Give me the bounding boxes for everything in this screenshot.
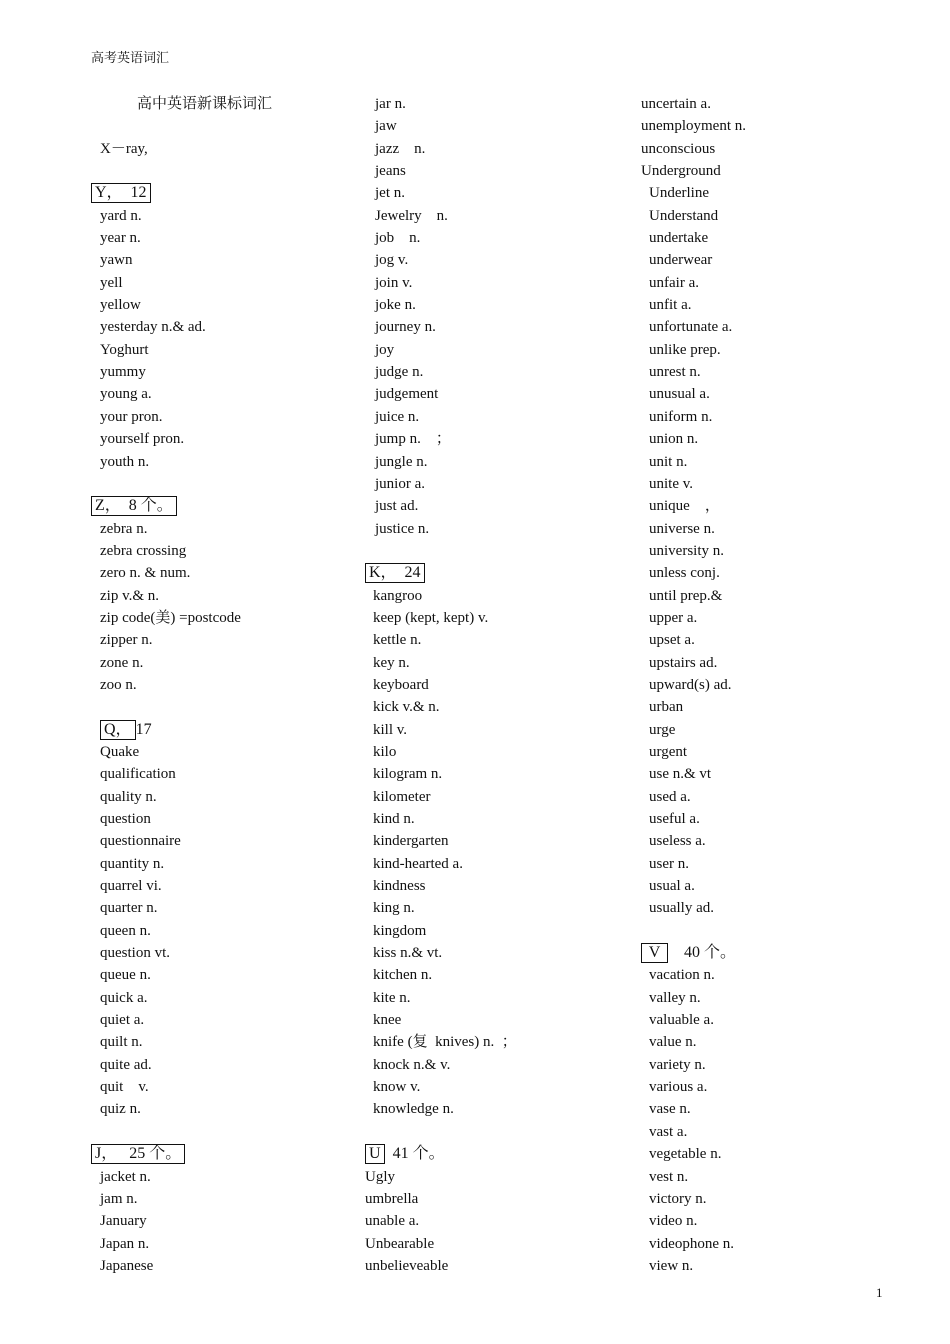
vocab-word: quarrel vi. <box>100 878 162 895</box>
vocab-word: unrest n. <box>649 364 701 381</box>
vocab-word: kilogram n. <box>373 766 443 783</box>
vocab-word: joy <box>375 341 395 358</box>
vocab-word: zebra crossing <box>100 542 187 559</box>
vocab-word: quilt n. <box>100 1034 143 1051</box>
vocab-word: judge n. <box>375 364 424 381</box>
vocab-word: knee <box>373 1012 402 1029</box>
section-heading-q: Q， <box>100 720 136 740</box>
vocab-word: vacation n. <box>649 967 715 984</box>
word-list-u-cont-b <box>641 182 746 919</box>
vocab-word: urban <box>649 699 684 716</box>
vocab-word: kind n. <box>373 811 415 827</box>
vocab-word: kindergarten <box>373 833 449 850</box>
vocab-word: Underline <box>649 185 709 202</box>
vocab-word: jet n. <box>375 185 405 202</box>
vocab-word: variety n. <box>649 1056 706 1073</box>
vocab-word: kangroo <box>373 587 423 604</box>
vocab-word: unique ， <box>649 498 720 515</box>
page-number: 1 <box>876 1285 883 1300</box>
vocab-word: unemployment n. <box>641 118 746 135</box>
vocab-word: user n. <box>649 855 689 872</box>
vocab-word: uncertain a. <box>641 96 711 112</box>
vocab-word: zebra n. <box>100 520 148 537</box>
vocab-word: keep (kept, kept) v. <box>373 609 489 626</box>
vocab-word: jaw <box>375 118 397 135</box>
vocab-word: various a. <box>649 1079 708 1096</box>
vocab-word: yell <box>100 274 123 291</box>
vocab-word: Japan n. <box>100 1235 150 1252</box>
vocab-word: kingdom <box>373 922 427 939</box>
vocab-word: unconscious <box>641 140 716 157</box>
vocab-word: young a. <box>100 386 152 403</box>
vocab-word: question <box>100 811 151 827</box>
section-heading-v: V <box>641 943 668 963</box>
vocab-word: unit n. <box>649 453 688 470</box>
vocab-word: upward(s) ad. <box>649 676 732 693</box>
vocab-word: video n. <box>649 1213 698 1230</box>
vocab-word: kick v.& n. <box>373 699 440 716</box>
vocab-word: unfortunate a. <box>649 319 733 336</box>
vocab-word: upset a. <box>649 632 695 649</box>
vocab-word: quiz n. <box>100 1101 141 1118</box>
word-x-ray: X－ray, <box>100 140 148 157</box>
vocab-word: yard n. <box>100 207 142 224</box>
vocab-word: king n. <box>373 900 415 917</box>
vocab-word: upstairs ad. <box>649 654 718 671</box>
vocab-word: jam n. <box>100 1190 138 1207</box>
vocab-word: keyboard <box>373 676 429 693</box>
vocab-word: value n. <box>649 1034 697 1051</box>
vocab-word: questionnaire <box>100 833 181 850</box>
vocab-word: view n. <box>649 1257 694 1274</box>
vocab-word: jump n. ； <box>375 431 451 448</box>
vocab-word: jeans <box>375 163 406 180</box>
vocab-word: kind-hearted a. <box>373 855 463 872</box>
vocab-word: knife (复 knives) n. ； <box>373 1034 517 1051</box>
vocab-word: unlike prep. <box>649 341 721 358</box>
vocab-word: useful a. <box>649 811 700 827</box>
word-list-q <box>91 741 272 1121</box>
page-header: 高考英语词汇 <box>91 50 170 65</box>
vocab-word: kill v. <box>373 721 408 738</box>
vocab-word: Understand <box>649 207 719 224</box>
section-heading-u: U <box>365 1144 385 1164</box>
vocab-word: jacket n. <box>100 1168 151 1185</box>
vocab-word: zipper n. <box>100 632 153 649</box>
vocab-word: key n. <box>373 654 410 671</box>
vocab-word: junior a. <box>375 475 425 492</box>
word-list-u-cont-a <box>641 93 746 182</box>
vocab-word: unless conj. <box>649 565 720 582</box>
vocab-word: join v. <box>375 274 413 291</box>
vocab-word: yellow <box>100 297 141 314</box>
vocab-word: unite v. <box>649 475 694 492</box>
section-heading-j: J， 25 个。 <box>91 1144 185 1164</box>
vocab-word: queue n. <box>100 967 151 984</box>
vocab-word: kitchen n. <box>373 967 433 984</box>
vocab-word: unusual a. <box>649 386 710 403</box>
vocab-word: usually ad. <box>649 900 714 917</box>
vocab-word: zip code(美) =postcode <box>100 609 241 626</box>
vocab-word: kilo <box>373 743 397 760</box>
vocab-word: journey n. <box>375 319 436 336</box>
vocab-word: union n. <box>649 431 699 448</box>
vocab-word: useless a. <box>649 833 706 850</box>
vocab-word: undertake <box>649 230 709 247</box>
vocab-word: juice n. <box>375 408 420 425</box>
section-count-v: 40 个。 <box>683 944 736 962</box>
vocab-word: vast a. <box>649 1123 688 1140</box>
word-list-k <box>365 585 517 1121</box>
vocab-title: 高中英语新课标词汇 <box>137 96 273 112</box>
section-heading-k: K， 24 <box>365 563 425 583</box>
vocab-word: jog v. <box>375 252 409 269</box>
vocab-word: quit v. <box>100 1079 149 1096</box>
vocab-word: queen n. <box>100 922 151 939</box>
vocab-word: victory n. <box>649 1190 707 1207</box>
vocab-word: Jewelry n. <box>375 207 448 224</box>
vocab-word: yourself pron. <box>100 431 185 448</box>
vocab-word: question vt. <box>100 945 170 962</box>
vocab-word: zip v.& n. <box>100 587 160 604</box>
vocab-word: yummy <box>100 364 146 381</box>
vocab-word: zoo n. <box>100 676 137 693</box>
vocab-word: unfair a. <box>649 274 699 291</box>
vocab-word: quick a. <box>100 989 148 1006</box>
vocab-word: vase n. <box>649 1101 691 1118</box>
vocab-word: just ad. <box>375 498 419 515</box>
vocab-word: kilometer <box>373 788 431 805</box>
vocab-word: vegetable n. <box>649 1146 722 1163</box>
vocab-word: yawn <box>100 252 133 269</box>
vocab-word: quarter n. <box>100 900 158 917</box>
vocab-word: use n.& vt <box>649 766 712 783</box>
vocab-word: unfit a. <box>649 297 692 314</box>
vocab-word: quality n. <box>100 788 157 805</box>
vocab-word: jazz n. <box>375 140 426 157</box>
vocab-word: zone n. <box>100 654 144 671</box>
word-list-y <box>91 205 272 473</box>
vocab-word: job n. <box>375 230 421 247</box>
vocab-word: justice n. <box>375 520 430 537</box>
vocab-word: urge <box>649 721 676 738</box>
word-list-v <box>641 964 746 1277</box>
vocab-word: used a. <box>649 788 691 805</box>
vocab-word: universe n. <box>649 520 715 537</box>
vocab-word: zero n. & num. <box>100 565 191 582</box>
vocab-word: quite ad. <box>100 1056 152 1073</box>
vocab-word: quiet a. <box>100 1012 145 1029</box>
word-list-j-start <box>91 1166 272 1278</box>
vocab-word: judgement <box>375 386 439 403</box>
vocab-word: until prep.& <box>649 587 723 604</box>
vocab-word: Ugly <box>365 1168 395 1185</box>
vocab-word: underwear <box>649 252 713 269</box>
column-2 <box>365 93 517 1277</box>
vocab-word: kiss n.& vt. <box>373 945 443 962</box>
vocab-word: upper a. <box>649 609 698 626</box>
word-list-z <box>91 518 272 697</box>
vocab-word: your pron. <box>100 408 163 425</box>
vocab-word: knowledge n. <box>373 1101 454 1118</box>
section-count-u: 41 个。 <box>392 1145 445 1163</box>
vocab-word: knock n.& v. <box>373 1056 451 1073</box>
vocab-word: jar n. <box>375 96 406 112</box>
vocab-word: university n. <box>649 542 724 559</box>
vocab-word: Quake <box>100 743 140 760</box>
section-heading-y: Y， 12 <box>91 183 151 203</box>
vocab-word: January <box>100 1213 147 1230</box>
section-heading-z: Z， 8 个。 <box>91 496 177 516</box>
vocab-word: Yoghurt <box>100 341 149 358</box>
vocab-word: kite n. <box>373 989 411 1006</box>
section-count-q: 17 <box>135 720 152 738</box>
vocab-word: videophone n. <box>649 1235 734 1252</box>
vocab-word: urgent <box>649 743 688 760</box>
column-3 <box>641 93 746 1277</box>
vocab-word: kettle n. <box>373 632 422 649</box>
vocab-word: umbrella <box>365 1190 419 1207</box>
vocab-word: Japanese <box>100 1257 154 1274</box>
column-1 <box>91 93 272 1277</box>
vocab-word: know v. <box>373 1079 421 1096</box>
vocab-word: year n. <box>100 230 141 247</box>
vocab-word: Underground <box>641 163 721 180</box>
vocab-word: yesterday n.& ad. <box>100 319 206 336</box>
vocab-word: valuable a. <box>649 1012 714 1029</box>
vocab-word: unbelieveable <box>365 1257 449 1274</box>
vocab-word: vest n. <box>649 1168 689 1185</box>
vocab-word: qualification <box>100 766 176 783</box>
vocab-word: Unbearable <box>365 1235 435 1252</box>
vocab-word: usual a. <box>649 878 695 895</box>
vocab-word: valley n. <box>649 989 701 1006</box>
vocab-word: youth n. <box>100 453 150 470</box>
vocab-word: kindness <box>373 878 426 895</box>
vocab-word: jungle n. <box>375 453 428 470</box>
word-list-u-start <box>365 1166 517 1278</box>
vocab-word: unable a. <box>365 1213 420 1230</box>
vocab-word: joke n. <box>375 297 416 314</box>
word-list-j-cont <box>365 93 517 540</box>
vocab-word: uniform n. <box>649 408 713 425</box>
vocab-word: quantity n. <box>100 855 165 872</box>
